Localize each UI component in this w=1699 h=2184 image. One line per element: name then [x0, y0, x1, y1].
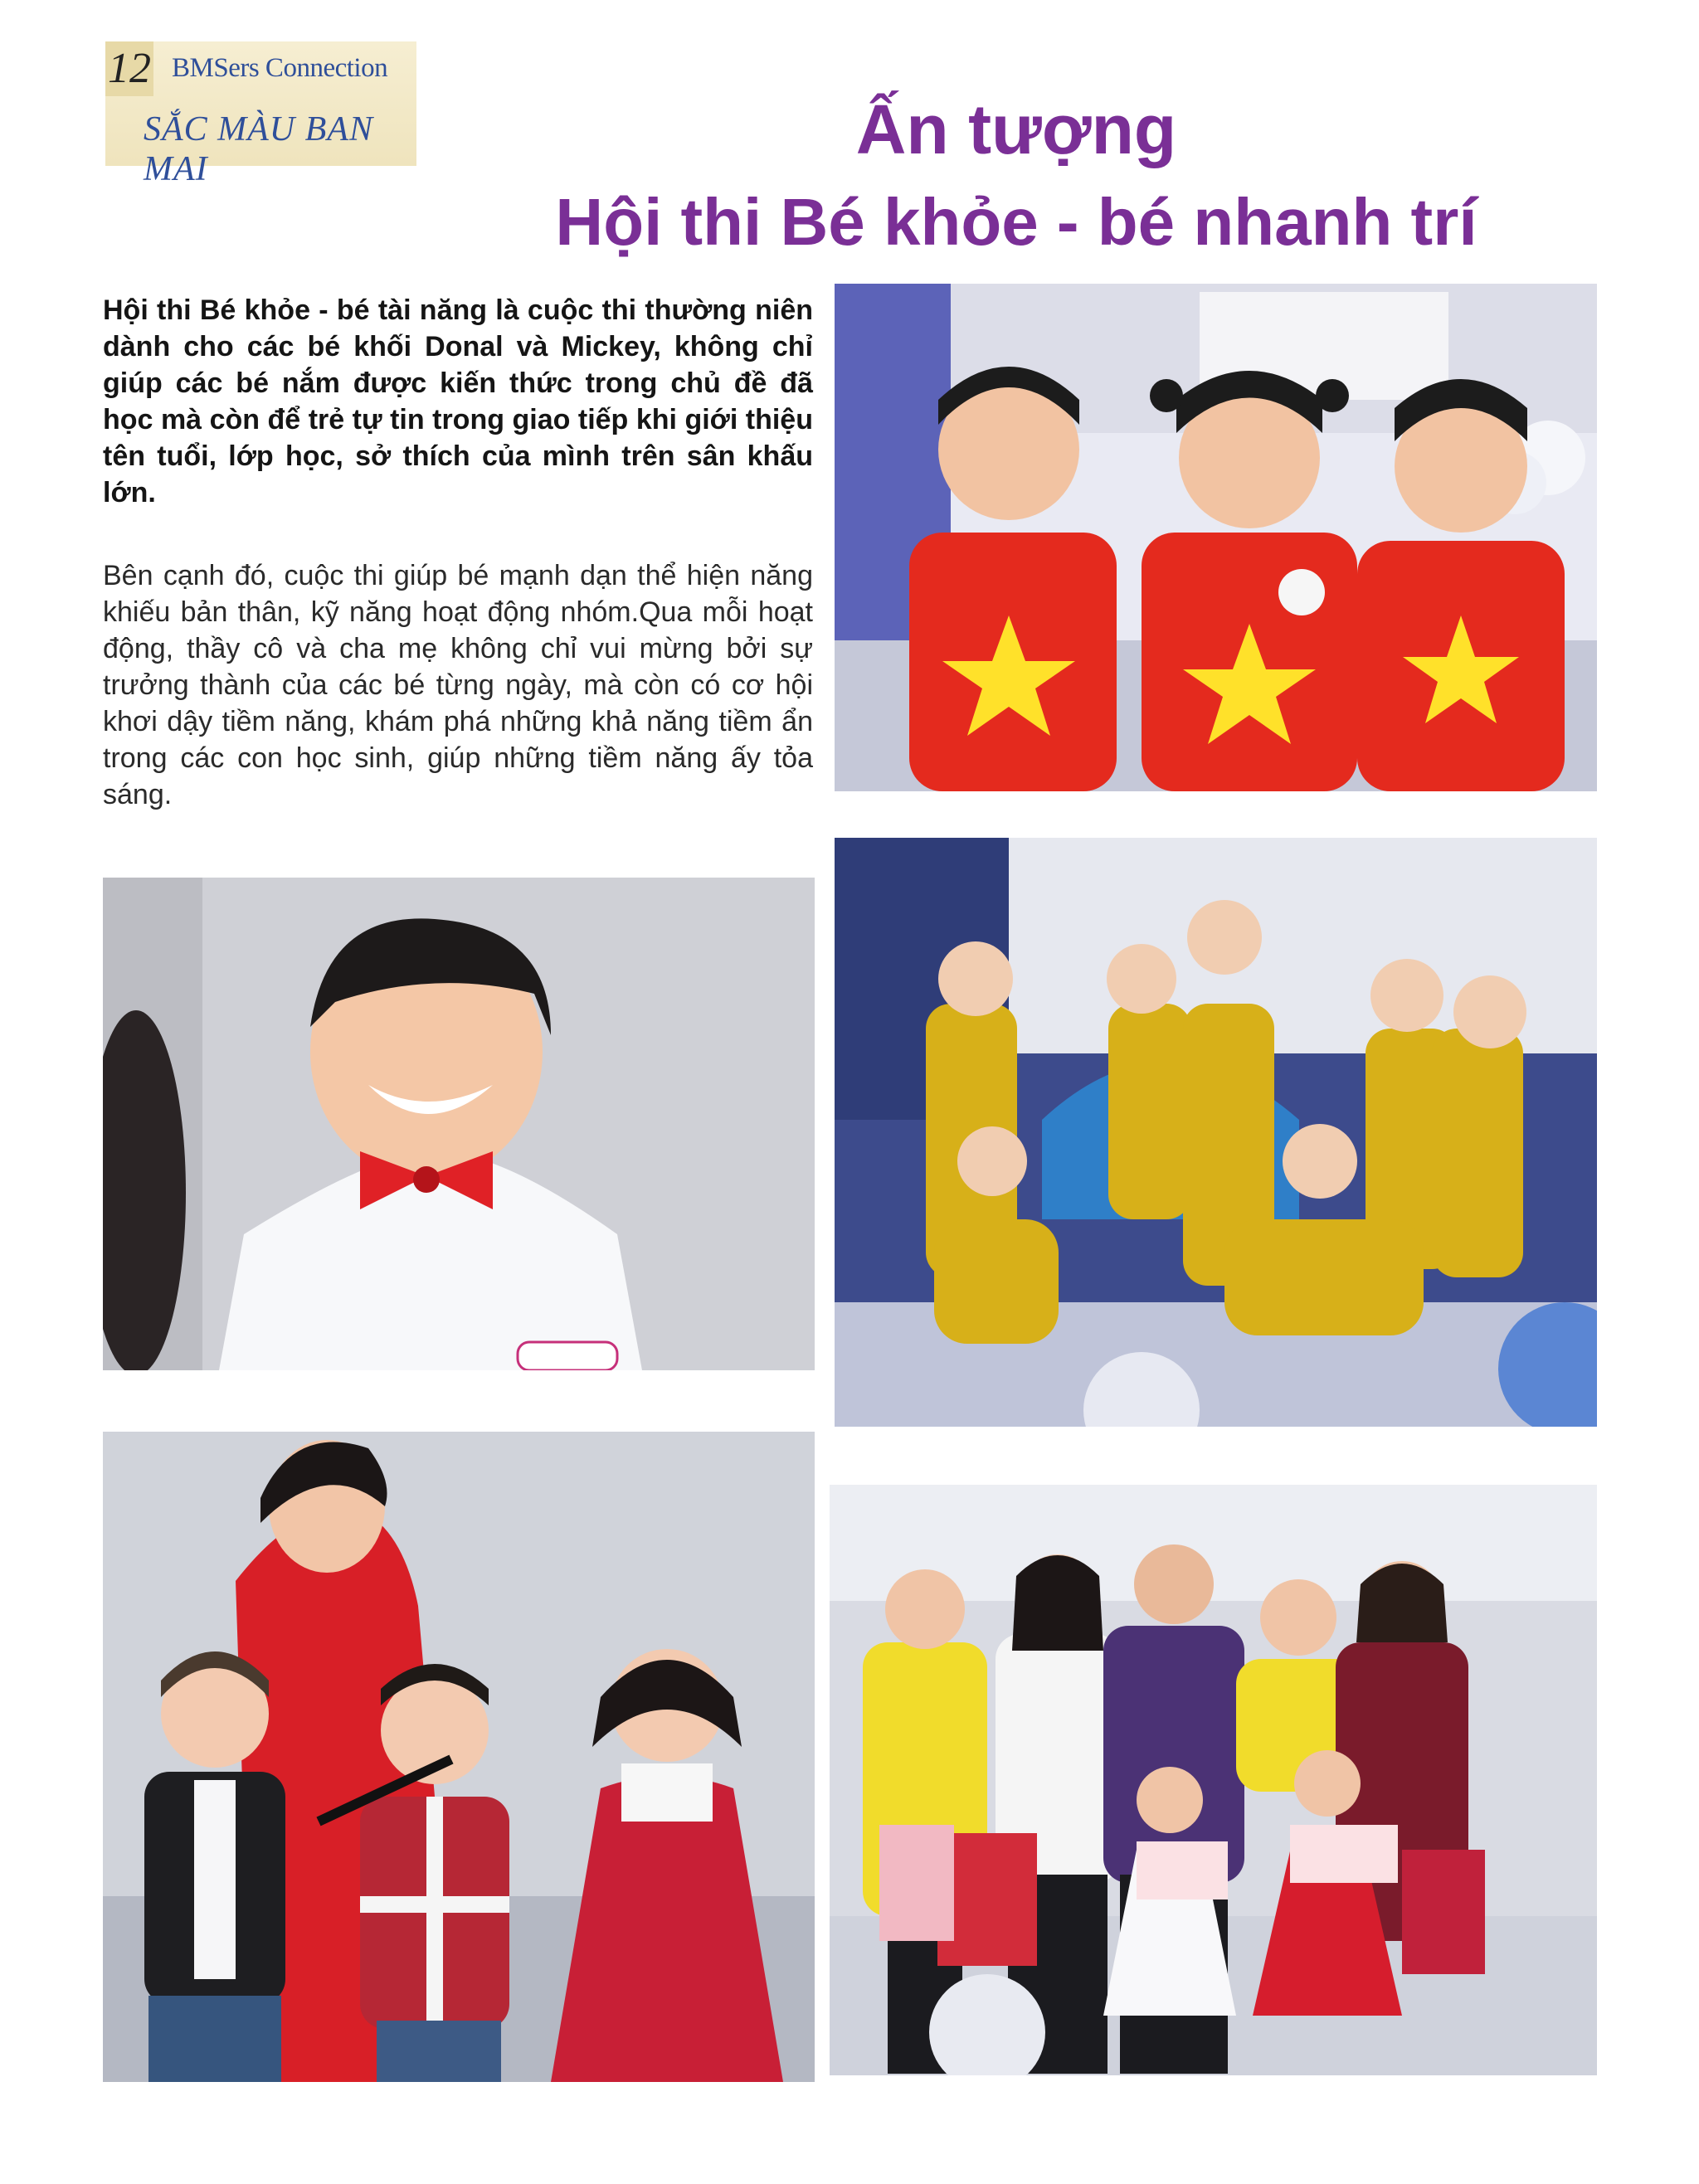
article-title-line2: Hội thi Bé khỏe - bé nhanh trí	[555, 185, 1477, 259]
photo-contestants-with-teacher	[103, 1432, 815, 2082]
photo-award-ceremony	[830, 1485, 1597, 2075]
article-title-line1: Ấn tượng	[855, 90, 1177, 168]
publication-name: BMSers Connection	[172, 53, 388, 83]
body-paragraph: Bên cạnh đó, cuộc thi giúp bé mạnh dạn thể hiện năng khiếu bản thân, kỹ năng hoạt động nhóm.Qua mỗi hoạt động, thầy cô và cha mẹ không chỉ vui mừng bởi sự trưởng thành của các bé từng ngày, mà còn có cơ hội khơi dậy tiềm năng, khám phá những khả năng tiềm ẩn trong các con học sinh, giúp những tiềm năng ấy tỏa sáng.	[103, 560, 813, 810]
intro-paragraph: Hội thi Bé khỏe - bé tài năng là cuộc thi thường niên dành cho các bé khối Donal và Mickey, không chỉ giúp các bé nắm được kiến thức trong chủ đề đã học mà còn để trẻ tự tin trong giao tiếp khi giới thiệu tên tuổi, lớp học, sở thích của mình trên sân khấu lớn.	[103, 294, 813, 508]
photo-boy-bow-tie	[103, 878, 815, 1370]
page-number: 12	[105, 41, 153, 96]
photo-dance-performance	[835, 838, 1597, 1427]
photo-kids-flag-shirts	[835, 284, 1597, 791]
section-name: SẮC MÀU BAN MAI	[144, 110, 373, 188]
magazine-header	[105, 41, 416, 188]
